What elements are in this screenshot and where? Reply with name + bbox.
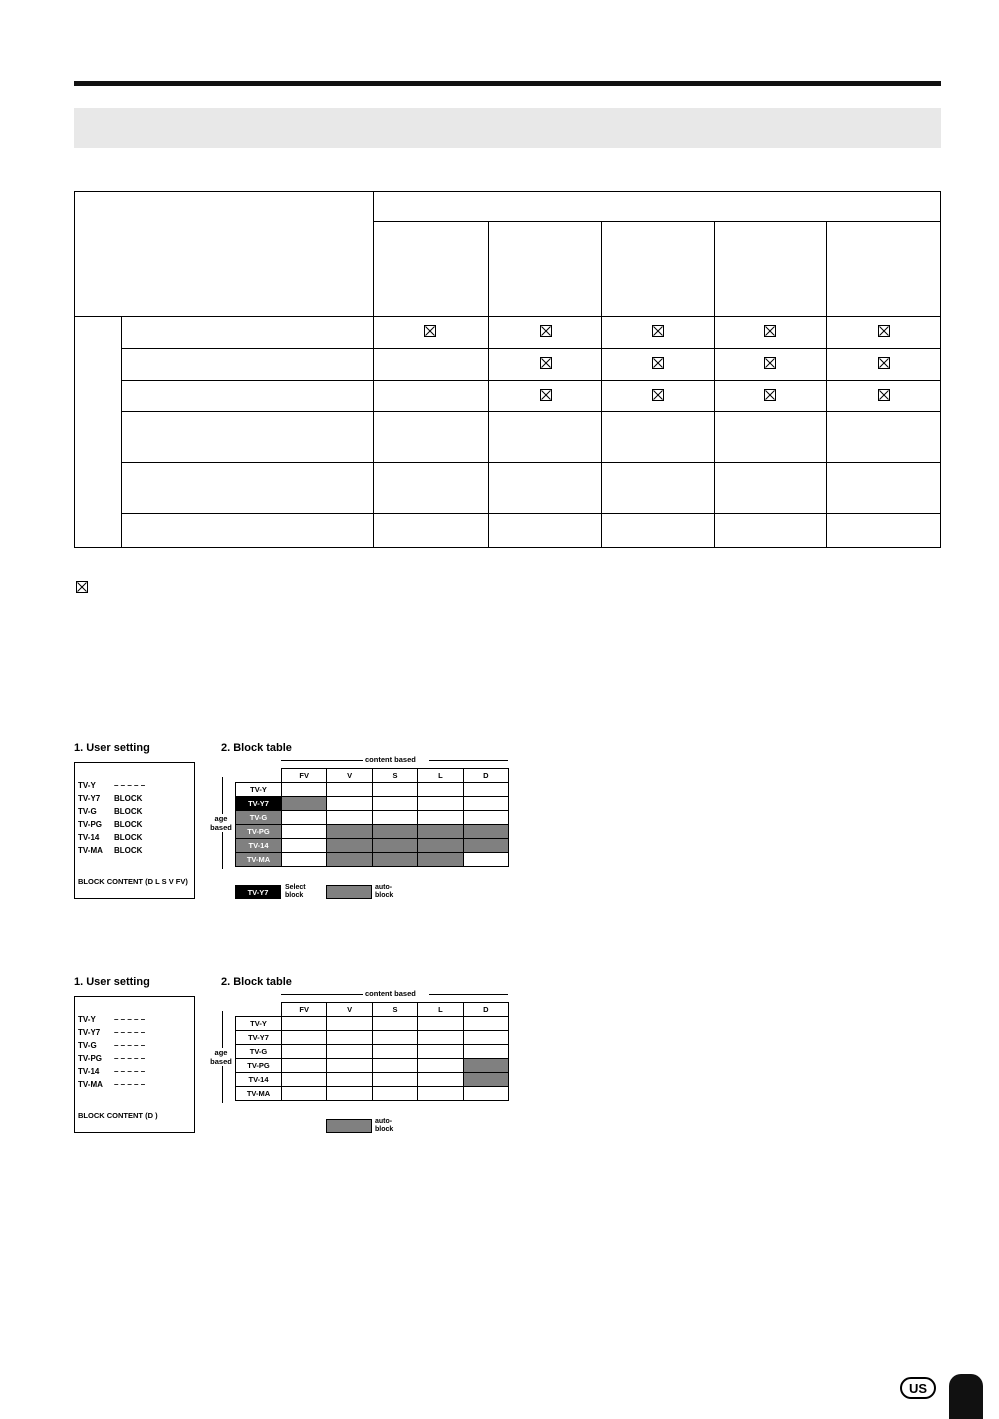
user-setting-title: 1. User setting [74,976,150,988]
block-cell [463,810,509,825]
row-header: TV-Y [235,782,282,797]
column-header: FV [281,1002,327,1017]
block-cell [463,838,509,853]
table-border [940,191,941,548]
checked-box-icon [652,325,664,337]
rating-table [74,191,941,548]
block-cell [326,1058,372,1073]
block-cell [463,1072,509,1087]
checked-box-icon [764,389,776,401]
block-cell [372,1086,418,1101]
table-border [74,547,941,548]
user-setting-row [78,1015,145,1024]
row-header: TV-G [235,810,282,825]
block-cell [372,852,418,867]
rating-value: BLOCK [114,833,143,842]
page-tab [949,1374,983,1419]
row-header: TV-G [235,1044,282,1059]
checked-box-icon [878,325,890,337]
block-cell [372,1072,418,1087]
auto-block-label: auto- block [375,884,394,899]
block-content-line: BLOCK CONTENT (D L S V FV) [78,877,188,886]
block-cell [372,838,418,853]
block-cell [281,782,327,797]
block-cell [417,838,463,853]
checked-box-icon [764,357,776,369]
table-rule [601,221,602,548]
top-rule [74,81,941,86]
auto-block-swatch [326,885,372,899]
table-rule [74,316,941,317]
user-setting-row [78,794,142,803]
user-setting-row [78,833,142,842]
block-cell [326,810,372,825]
checked-box-icon [878,389,890,401]
block-cell [463,1086,509,1101]
user-setting-row [78,1028,145,1037]
checked-box-icon [878,357,890,369]
block-cell [326,852,372,867]
rating-label: TV-PG [78,1054,103,1063]
rating-label: TV-G [78,1041,97,1050]
user-setting-title: 1. User setting [74,742,150,754]
user-setting-row [78,1041,145,1050]
block-cell [281,852,327,867]
rating-label: TV-Y [78,1015,96,1024]
row-header: TV-PG [235,1058,282,1073]
content-based-label: content based [365,989,416,998]
auto-block-label: auto- block [375,1118,394,1133]
age-based-label: age based [207,814,235,832]
rating-value: – – – – – [114,1080,146,1089]
content-based-arrow [281,760,363,761]
user-setting-row [78,807,142,816]
block-cell [326,782,372,797]
age-based-label: age based [207,1048,235,1066]
block-cell [326,1030,372,1045]
table-rule [121,513,941,514]
rating-label: TV-14 [78,833,100,842]
block-cell [463,1058,509,1073]
block-cell [372,1044,418,1059]
block-cell [417,1030,463,1045]
row-header: TV-14 [235,1072,282,1087]
table-border [74,191,75,548]
user-setting-row [78,846,142,855]
block-cell [281,810,327,825]
block-cell [463,1030,509,1045]
block-cell [281,1044,327,1059]
block-cell [417,1044,463,1059]
rating-value: – – – – – [114,781,146,790]
table-rule [121,316,122,548]
checked-box-icon [424,325,436,337]
select-block-swatch: TV-Y7 [235,885,281,899]
block-cell [281,1086,327,1101]
rating-value: – – – – – [114,1054,146,1063]
column-header: FV [281,768,327,783]
rating-label: TV-G [78,807,97,816]
legend-marker-icon [76,580,88,598]
table-rule [121,380,941,381]
block-cell [326,1086,372,1101]
block-cell [463,852,509,867]
block-cell [281,1030,327,1045]
block-cell [281,1016,327,1031]
column-header: D [463,768,509,783]
row-header: TV-Y7 [235,1030,282,1045]
column-header: V [326,1002,372,1017]
block-cell [372,796,418,811]
block-cell [463,782,509,797]
row-header: TV-14 [235,838,282,853]
rating-label: TV-MA [78,1080,103,1089]
table-rule [121,462,941,463]
block-cell [417,1086,463,1101]
column-header: V [326,768,372,783]
block-cell [326,1072,372,1087]
rating-label: TV-Y7 [78,1028,101,1037]
block-cell [417,782,463,797]
rating-label: TV-Y [78,781,96,790]
table-rule [373,191,374,548]
select-block-label: Select block [285,884,306,899]
block-cell [463,796,509,811]
rating-value: – – – – – [114,1067,146,1076]
block-cell [417,1072,463,1087]
row-header: TV-MA [235,1086,282,1101]
block-cell [417,1058,463,1073]
block-table-title: 2. Block table [221,742,292,754]
table-rule [373,221,941,222]
block-cell [463,1016,509,1031]
content-based-arrow [429,994,508,995]
rating-value: – – – – – [114,1028,146,1037]
table-rule [714,221,715,548]
user-setting-row [78,1054,145,1063]
block-cell [372,1058,418,1073]
block-cell [326,824,372,839]
row-header: TV-PG [235,824,282,839]
content-based-arrow [429,760,508,761]
column-header: D [463,1002,509,1017]
rating-label: TV-PG [78,820,103,829]
column-header: S [372,1002,418,1017]
block-cell [281,1072,327,1087]
rating-value: BLOCK [114,794,143,803]
user-setting-box [74,996,195,1133]
block-cell [417,810,463,825]
block-cell [417,796,463,811]
block-cell [281,838,327,853]
block-cell [326,1044,372,1059]
block-cell [281,796,327,811]
user-setting-row [78,1080,145,1089]
rating-value: – – – – – [114,1015,146,1024]
checked-box-icon [540,325,552,337]
region-badge: US [900,1377,936,1399]
checked-box-icon [540,357,552,369]
section-heading-band [74,108,941,148]
checked-box-icon [652,357,664,369]
rating-value: BLOCK [114,846,143,855]
table-rule [121,348,941,349]
content-based-arrow [281,994,363,995]
block-cell [463,824,509,839]
block-cell [372,824,418,839]
table-border [74,191,941,192]
rating-value: BLOCK [114,820,143,829]
rating-value: – – – – – [114,1041,146,1050]
column-header: S [372,768,418,783]
block-cell [281,824,327,839]
table-rule [488,221,489,548]
checked-box-icon [540,389,552,401]
checked-box-icon [652,389,664,401]
rating-value: BLOCK [114,807,143,816]
user-setting-row [78,1067,145,1076]
block-cell [417,824,463,839]
block-cell [372,810,418,825]
block-cell [326,838,372,853]
block-table-title: 2. Block table [221,976,292,988]
auto-block-swatch [326,1119,372,1133]
rating-label: TV-MA [78,846,103,855]
user-setting-row [78,781,145,790]
column-header: L [417,1002,463,1017]
block-cell [281,1058,327,1073]
block-cell [417,1016,463,1031]
user-setting-row [78,820,142,829]
content-based-label: content based [365,755,416,764]
column-header: L [417,768,463,783]
block-cell [372,1016,418,1031]
user-setting-box [74,762,195,899]
row-header: TV-Y [235,1016,282,1031]
row-header: TV-MA [235,852,282,867]
row-header: TV-Y7 [235,796,282,811]
table-rule [121,411,941,412]
block-content-line: BLOCK CONTENT (D ) [78,1111,158,1120]
checked-box-icon [764,325,776,337]
rating-label: TV-14 [78,1067,100,1076]
rating-label: TV-Y7 [78,794,101,803]
block-cell [326,796,372,811]
block-cell [463,1044,509,1059]
block-cell [326,1016,372,1031]
block-cell [372,1030,418,1045]
block-cell [372,782,418,797]
table-rule [826,221,827,548]
block-cell [417,852,463,867]
